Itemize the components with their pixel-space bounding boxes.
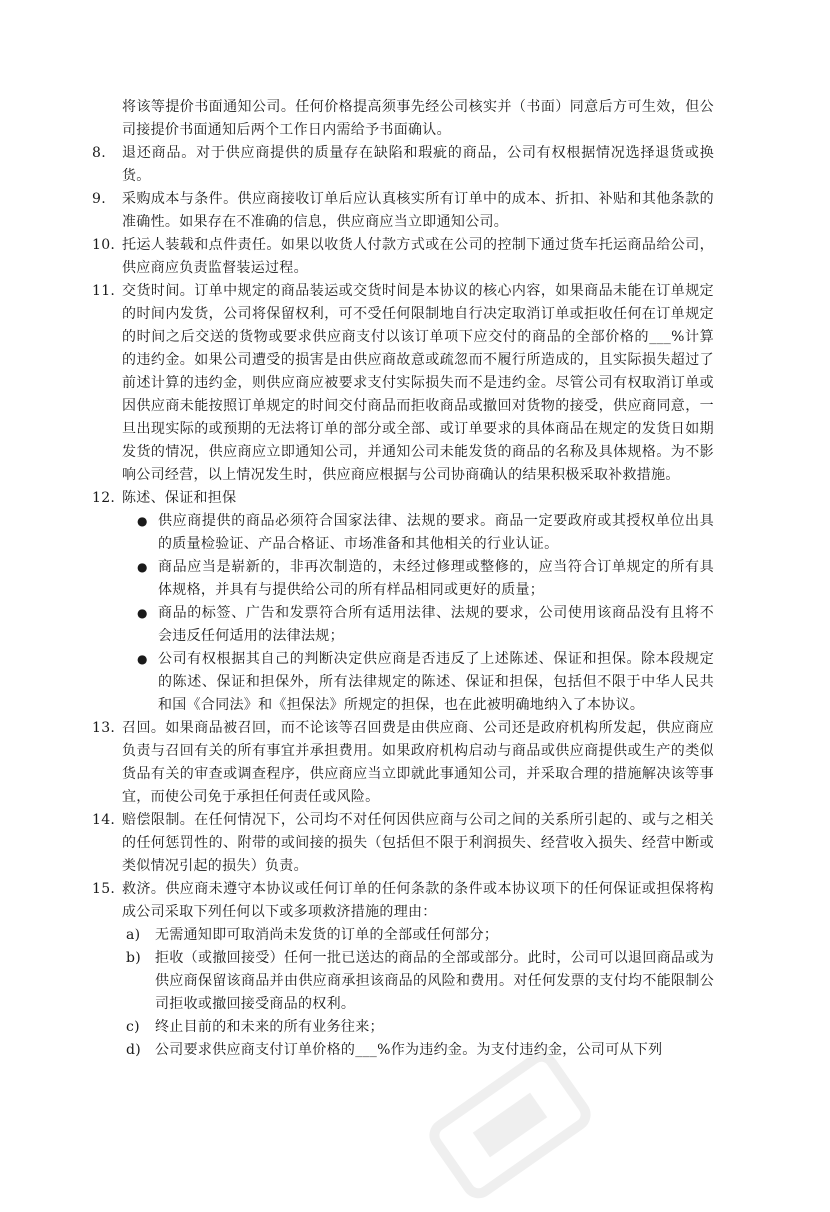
clause-number: 10. bbox=[92, 237, 116, 253]
bullet-icon: ● bbox=[137, 514, 148, 528]
bullet-text: 公司有权根据其自己的判断决定供应商是否违反了上述陈述、保证和担保。除本段规定的陈述、保证和担保外，所有法律规定的陈述、保证和担保，包括但不限于中华人民共和国《合同法》和《担保法》所规定的担保，也在此被明确地纳入了本协议。 bbox=[158, 651, 714, 713]
bullet-icon: ● bbox=[137, 652, 148, 666]
bullet-item bbox=[92, 510, 714, 556]
remedy-text: 拒收（或撤回接受）任何一批已送达的商品的全部或部分。此时，公司可以退回商品或为供应商保留该商品并由供应商承担该商品的风险和费用。对任何发票的支付均不能限制公司拒收或撤回接受商品的权利。 bbox=[155, 950, 714, 1012]
remedy-letter: d) bbox=[126, 1042, 142, 1058]
watermark-logo bbox=[416, 1038, 604, 1212]
clause-text: 陈述、保证和担保 bbox=[122, 490, 237, 506]
bullet-text: 商品应当是崭新的，非再次制造的，未经过修理或整修的，应当符合订单规定的所有具体规格，并具有与提供给公司的所有样品相同或更好的质量； bbox=[158, 559, 714, 598]
remedy-item bbox=[92, 947, 714, 1016]
clause-12 bbox=[92, 487, 714, 510]
bullet-icon: ● bbox=[137, 560, 148, 574]
remedy-letter: a) bbox=[126, 927, 141, 943]
intro-paragraph: 将该等提价书面通知公司。任何价格提高须事先经公司核实并（书面）同意后方可生效，但公司接提价书面通知后两个工作日内需给予书面确认。 bbox=[122, 99, 714, 138]
clause-text: 托运人装载和点件责任。如果以收货人付款方式或在公司的控制下通过货车托运商品给公司，供应商应负责监督装运过程。 bbox=[122, 237, 714, 276]
remedy-item bbox=[92, 924, 714, 947]
remedy-text: 无需通知即可取消尚未发货的订单的全部或任何部分； bbox=[155, 927, 499, 943]
bullet-text: 供应商提供的商品必须符合国家法律、法规的要求。商品一定要政府或其授权单位出具的质量检验证、产品合格证、市场准备和其他相关的行业认证。 bbox=[158, 513, 714, 552]
document-body bbox=[92, 96, 714, 1062]
clause-number: 9. bbox=[92, 191, 106, 207]
remedy-item bbox=[92, 1039, 714, 1062]
bullet-icon: ● bbox=[137, 606, 148, 620]
bullet-item bbox=[92, 648, 714, 717]
bullet-item bbox=[92, 556, 714, 602]
clause-number: 11. bbox=[92, 283, 116, 299]
clause-14 bbox=[92, 809, 714, 878]
clause-13 bbox=[92, 717, 714, 809]
clause-text: 交货时间。订单中规定的商品装运或交货时间是本协议的核心内容，如果商品未能在订单规定的时间内发货，公司将保留权利，可不受任何限制地自行决定取消订单或拒收任何在订单规定的时间之后交送的货物或要求供应商支付以该订单项下应交付的商品的全部价格的___%计算的违约金。如果公司遭受的损害是由供应商故意或疏忽而不履行所造成的，且实际损失超过了前述计算的违约金，则供应商应被要求支付实际损失而不是违约金。尽管公司有权取消订单或因供应商未能按照订单规定的时间交付商品而拒收商品或撤回对货物的接受，供应商同意，一旦出现实际的或预期的无法将订单的部分或全部、或订单要求的具体商品在规定的发货日如期发货的情况，供应商应立即通知公司，并通知公司未能发货的商品的名称及具体规格。为不影响公司经营，以上情况发生时，供应商应根据与公司协商确认的结果积极采取补救措施。 bbox=[122, 283, 714, 483]
remedy-item bbox=[92, 1016, 714, 1039]
clause-number: 8. bbox=[92, 145, 106, 161]
remedy-text: 终止目前的和未来的所有业务往来； bbox=[155, 1019, 384, 1035]
clause-text: 退还商品。对于供应商提供的质量存在缺陷和瑕疵的商品，公司有权根据情况选择退货或换货。 bbox=[122, 145, 714, 184]
clause-number: 14. bbox=[92, 812, 116, 828]
clause-number: 15. bbox=[92, 881, 116, 897]
clause-10 bbox=[92, 234, 714, 280]
clause-text: 赔偿限制。在任何情况下，公司均不对任何因供应商与公司之间的关系所引起的、或与之相关的任何惩罚性的、附带的或间接的损失（包括但不限于利润损失、经营收入损失、经营中断或类似情况引起的损失）负责。 bbox=[122, 812, 714, 874]
clause-11 bbox=[92, 280, 714, 487]
bullet-item bbox=[92, 602, 714, 648]
remedy-text: 公司要求供应商支付订单价格的___%作为违约金。为支付违约金，公司可从下列 bbox=[155, 1042, 663, 1058]
clause-text: 救济。供应商未遵守本协议或任何订单的任何条款的条件或本协议项下的任何保证或担保将构成公司采取下列任何以下或多项救济措施的理由： bbox=[122, 881, 714, 920]
remedy-letter: c) bbox=[126, 1019, 140, 1035]
clause-number: 12. bbox=[92, 490, 116, 506]
remedy-letter: b) bbox=[126, 950, 142, 966]
clause-15 bbox=[92, 878, 714, 924]
bullet-text: 商品的标签、广告和发票符合所有适用法律、法规的要求，公司使用该商品没有且将不会违反任何适用的法律法规； bbox=[158, 605, 714, 644]
clause-8 bbox=[92, 142, 714, 188]
clause-9 bbox=[92, 188, 714, 234]
clause-text: 采购成本与条件。供应商接收订单后应认真核实所有订单中的成本、折扣、补贴和其他条款的准确性。如果存在不准确的信息，供应商应当立即通知公司。 bbox=[122, 191, 714, 230]
clause-number: 13. bbox=[92, 720, 116, 736]
clause-text: 召回。如果商品被召回，而不论该等召回费是由供应商、公司还是政府机构所发起，供应商应负责与召回有关的所有事宜并承担费用。如果政府机构启动与商品或供应商提供或生产的类似货品有关的审查或调查程序，供应商应当立即就此事通知公司，并采取合理的措施解决该等事宜，而使公司免于承担任何责任或风险。 bbox=[122, 720, 714, 805]
